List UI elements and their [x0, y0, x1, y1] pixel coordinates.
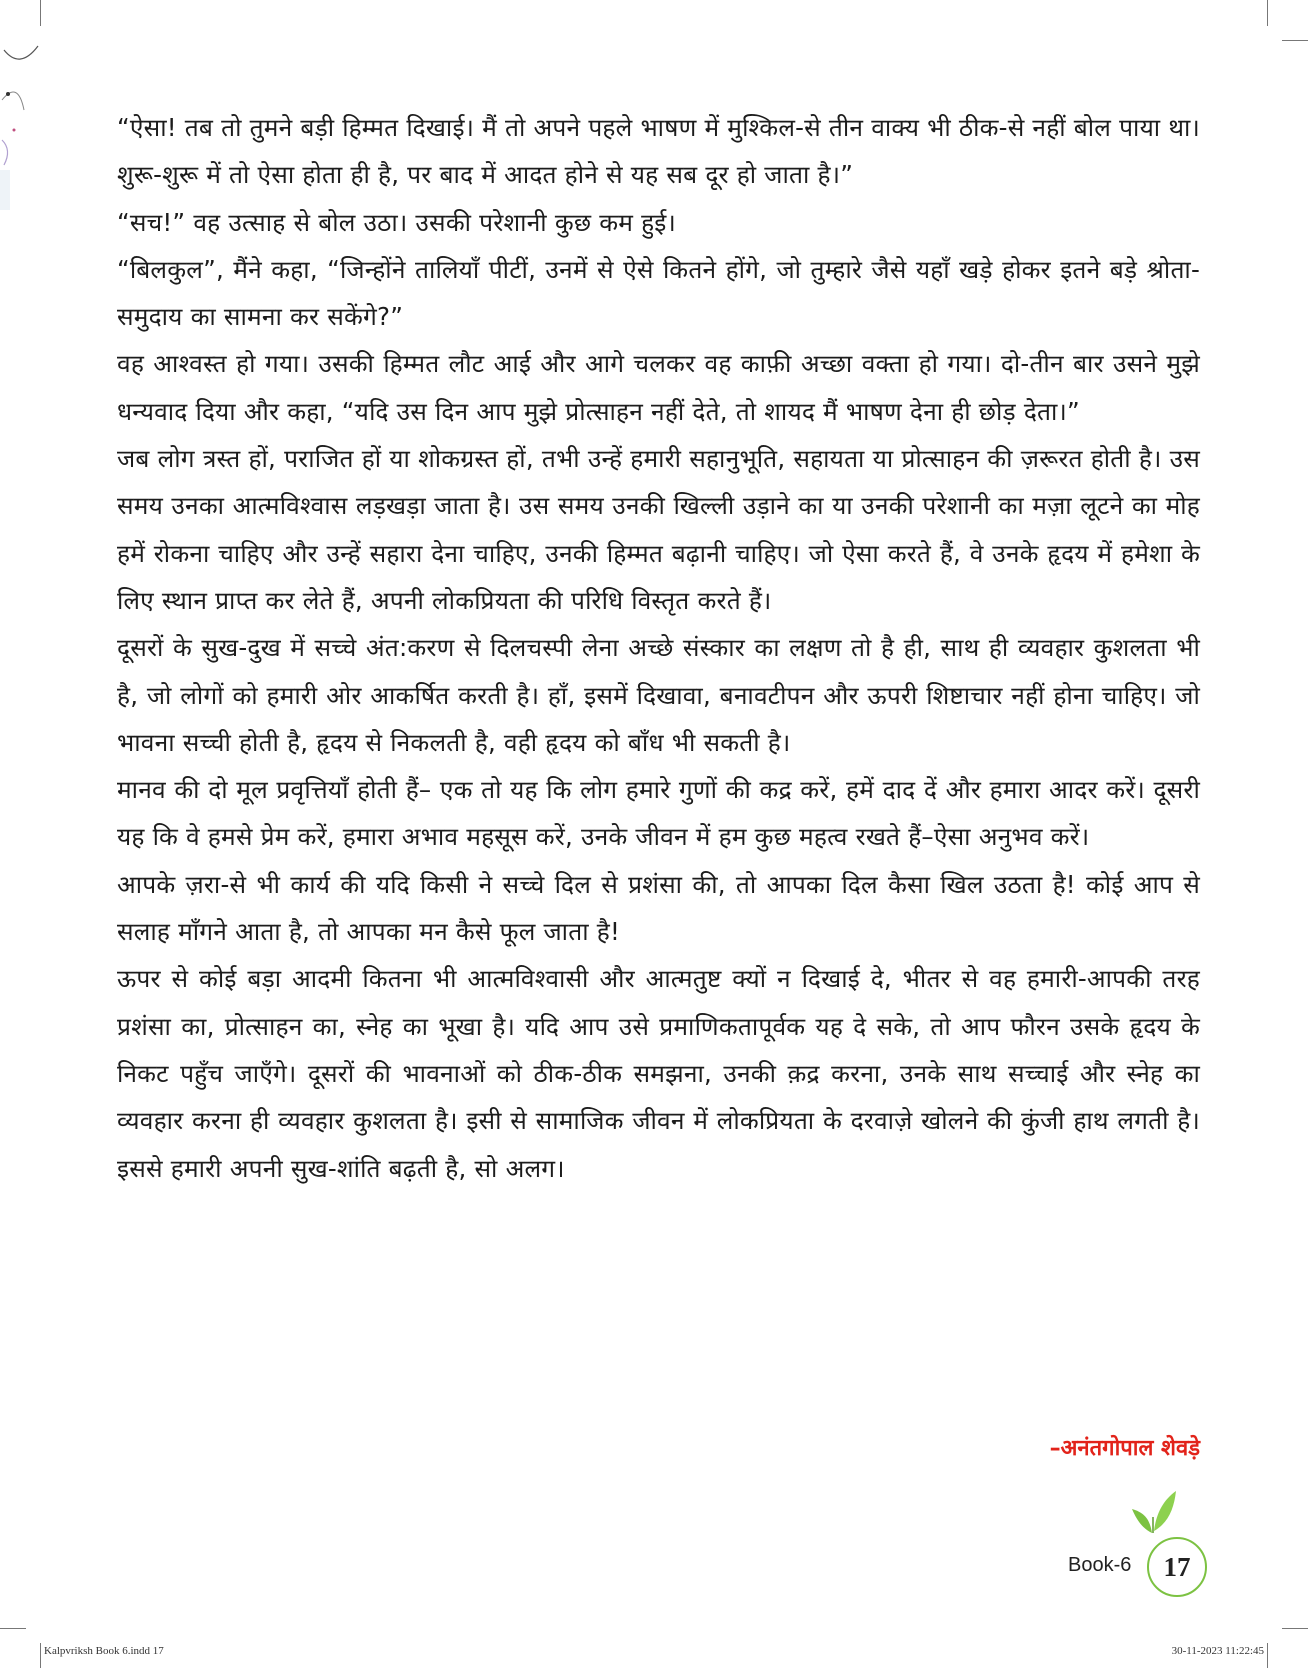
slug-timestamp: 30-11-2023 11:22:45	[1171, 1645, 1264, 1657]
author-credit: –अनंतगोपाल शेवड़े	[1049, 1436, 1200, 1461]
paragraph: “बिलकुल”, मैंने कहा, “जिन्होंने तालियाँ पीटीं, उनमें से ऐसे कितने होंगे, जो तुम्हारे जैसे यहाँ खड़े होकर इतने बड़े श्रोता-समुदाय का सामना कर सकेंगे?”	[117, 254, 1200, 332]
paragraph: ऊपर से कोई बड़ा आदमी कितना भी आत्मविश्वासी और आत्मतुष्ट क्यों न दिखाई दे, भीतर से वह हमारी-आपकी तरह प्रशंसा का, प्रोत्साहन का, स्नेह का भूखा है। यदि आप उसे प्रमाणिकतापूर्वक यह दे सके, तो आप फौरन उसके हृदय के निकट पहुँच जाएँगे। दूसरों की भावनाओं को ठीक-ठीक समझना, उनकी क़द्र करना, उनके साथ सच्चाई और स्नेह का व्यवहार करना ही व्यवहार कुशलता है। इसी से सामाजिक जीवन में लोकप्रियता के दरवाज़े खोलने की कुंजी हाथ लगती है। इससे हमारी अपनी सुख-शांति बढ़ती है, सो अलग।	[117, 964, 1200, 1183]
crop-mark	[1282, 1628, 1308, 1629]
paragraph: जब लोग त्रस्त हों, पराजित हों या शोकग्रस्त हों, तभी उन्हें हमारी सहानुभूति, सहायता या प्रोत्साहन की ज़रूरत होती है। उस समय उनका आत्मविश्वास लड़खड़ा जाता है। उस समय उनकी खिल्ली उड़ाने का या उनकी परेशानी का मज़ा लूटने का मोह हमें रोकना चाहिए और उन्हें सहारा देना चाहिए, उनकी हिम्मत बढ़ानी चाहिए। जो ऐसा करते हैं, वे उनके हृदय में हमेशा के लिए स्थान प्राप्त कर लेते हैं, अपनी लोकप्रियता की परिधि विस्तृत करते हैं।	[117, 444, 1200, 615]
crop-mark	[1282, 40, 1308, 41]
paragraph: “सच!” वह उत्साह से बोल उठा। उसकी परेशानी कुछ कम हुई।	[117, 207, 677, 237]
paragraph: आपके ज़रा-से भी कार्य की यदि किसी ने सच्चे दिल से प्रशंसा की, तो आपका दिल कैसा खिल उठता है! कोई आप से सलाह माँगने आता है, तो आपका मन कैसे फूल जाता है!	[117, 869, 1200, 947]
crop-mark	[40, 1643, 41, 1668]
crop-mark	[0, 1628, 26, 1629]
decoration-icon	[0, 40, 40, 220]
paragraph: मानव की दो मूल प्रवृत्तियाँ होती हैं– एक तो यह कि लोग हमारे गुणों की कद्र करें, हमें दाद दें और हमारा आदर करें। दूसरी यह कि वे हमसे प्रेम करें, हमारा अभाव महसूस करें, उनके जीवन में हम कुछ महत्व रखते हैं–ऐसा अनुभव करें।	[117, 775, 1200, 852]
crop-mark	[1267, 0, 1268, 26]
page-number-badge	[1147, 1537, 1207, 1597]
book-label: Book-6	[1068, 1554, 1132, 1576]
paragraph: वह आश्वस्त हो गया। उसकी हिम्मत लौट आई और आगे चलकर वह काफ़ी अच्छा वक्ता हो गया। दो-तीन बार उसने मुझे धन्यवाद दिया और कहा, “यदि उस दिन आप मुझे प्रोत्साहन नहीं देते, तो शायद मैं भाषण देना ही छोड़ देता।”	[117, 349, 1200, 426]
main-text	[117, 104, 1200, 1192]
page-number: 17	[1163, 1551, 1191, 1582]
paragraph: दूसरों के सुख-दुख में सच्चे अंत:करण से दिलचस्पी लेना अच्छे संस्कार का लक्षण तो है ही, साथ ही व्यवहार कुशलता भी है, जो लोगों को हमारी ओर आकर्षित करती है। हाँ, इसमें दिखावा, बनावटीपन और ऊपरी शिष्टाचार नहीं होना चाहिए। जो भावना सच्ची होती है, हृदय से निकलती है, वही हृदय को बाँध भी सकती है।	[117, 633, 1200, 757]
paragraph: “ऐसा! तब तो तुमने बड़ी हिम्मत दिखाई। मैं तो अपने पहले भाषण में मुश्किल-से तीन वाक्य भी ठीक-से नहीं बोल पाया था। शुरू-शुरू में तो ऐसा होता ही है, पर बाद में आदत होने से यह सब दूर हो जाता है।”	[117, 113, 1201, 190]
leaf-icon	[1128, 1487, 1178, 1535]
crop-mark	[40, 0, 41, 26]
crop-mark	[1267, 1643, 1268, 1668]
slug-file-name: Kalpvriksh Book 6.indd 17	[44, 1645, 164, 1657]
